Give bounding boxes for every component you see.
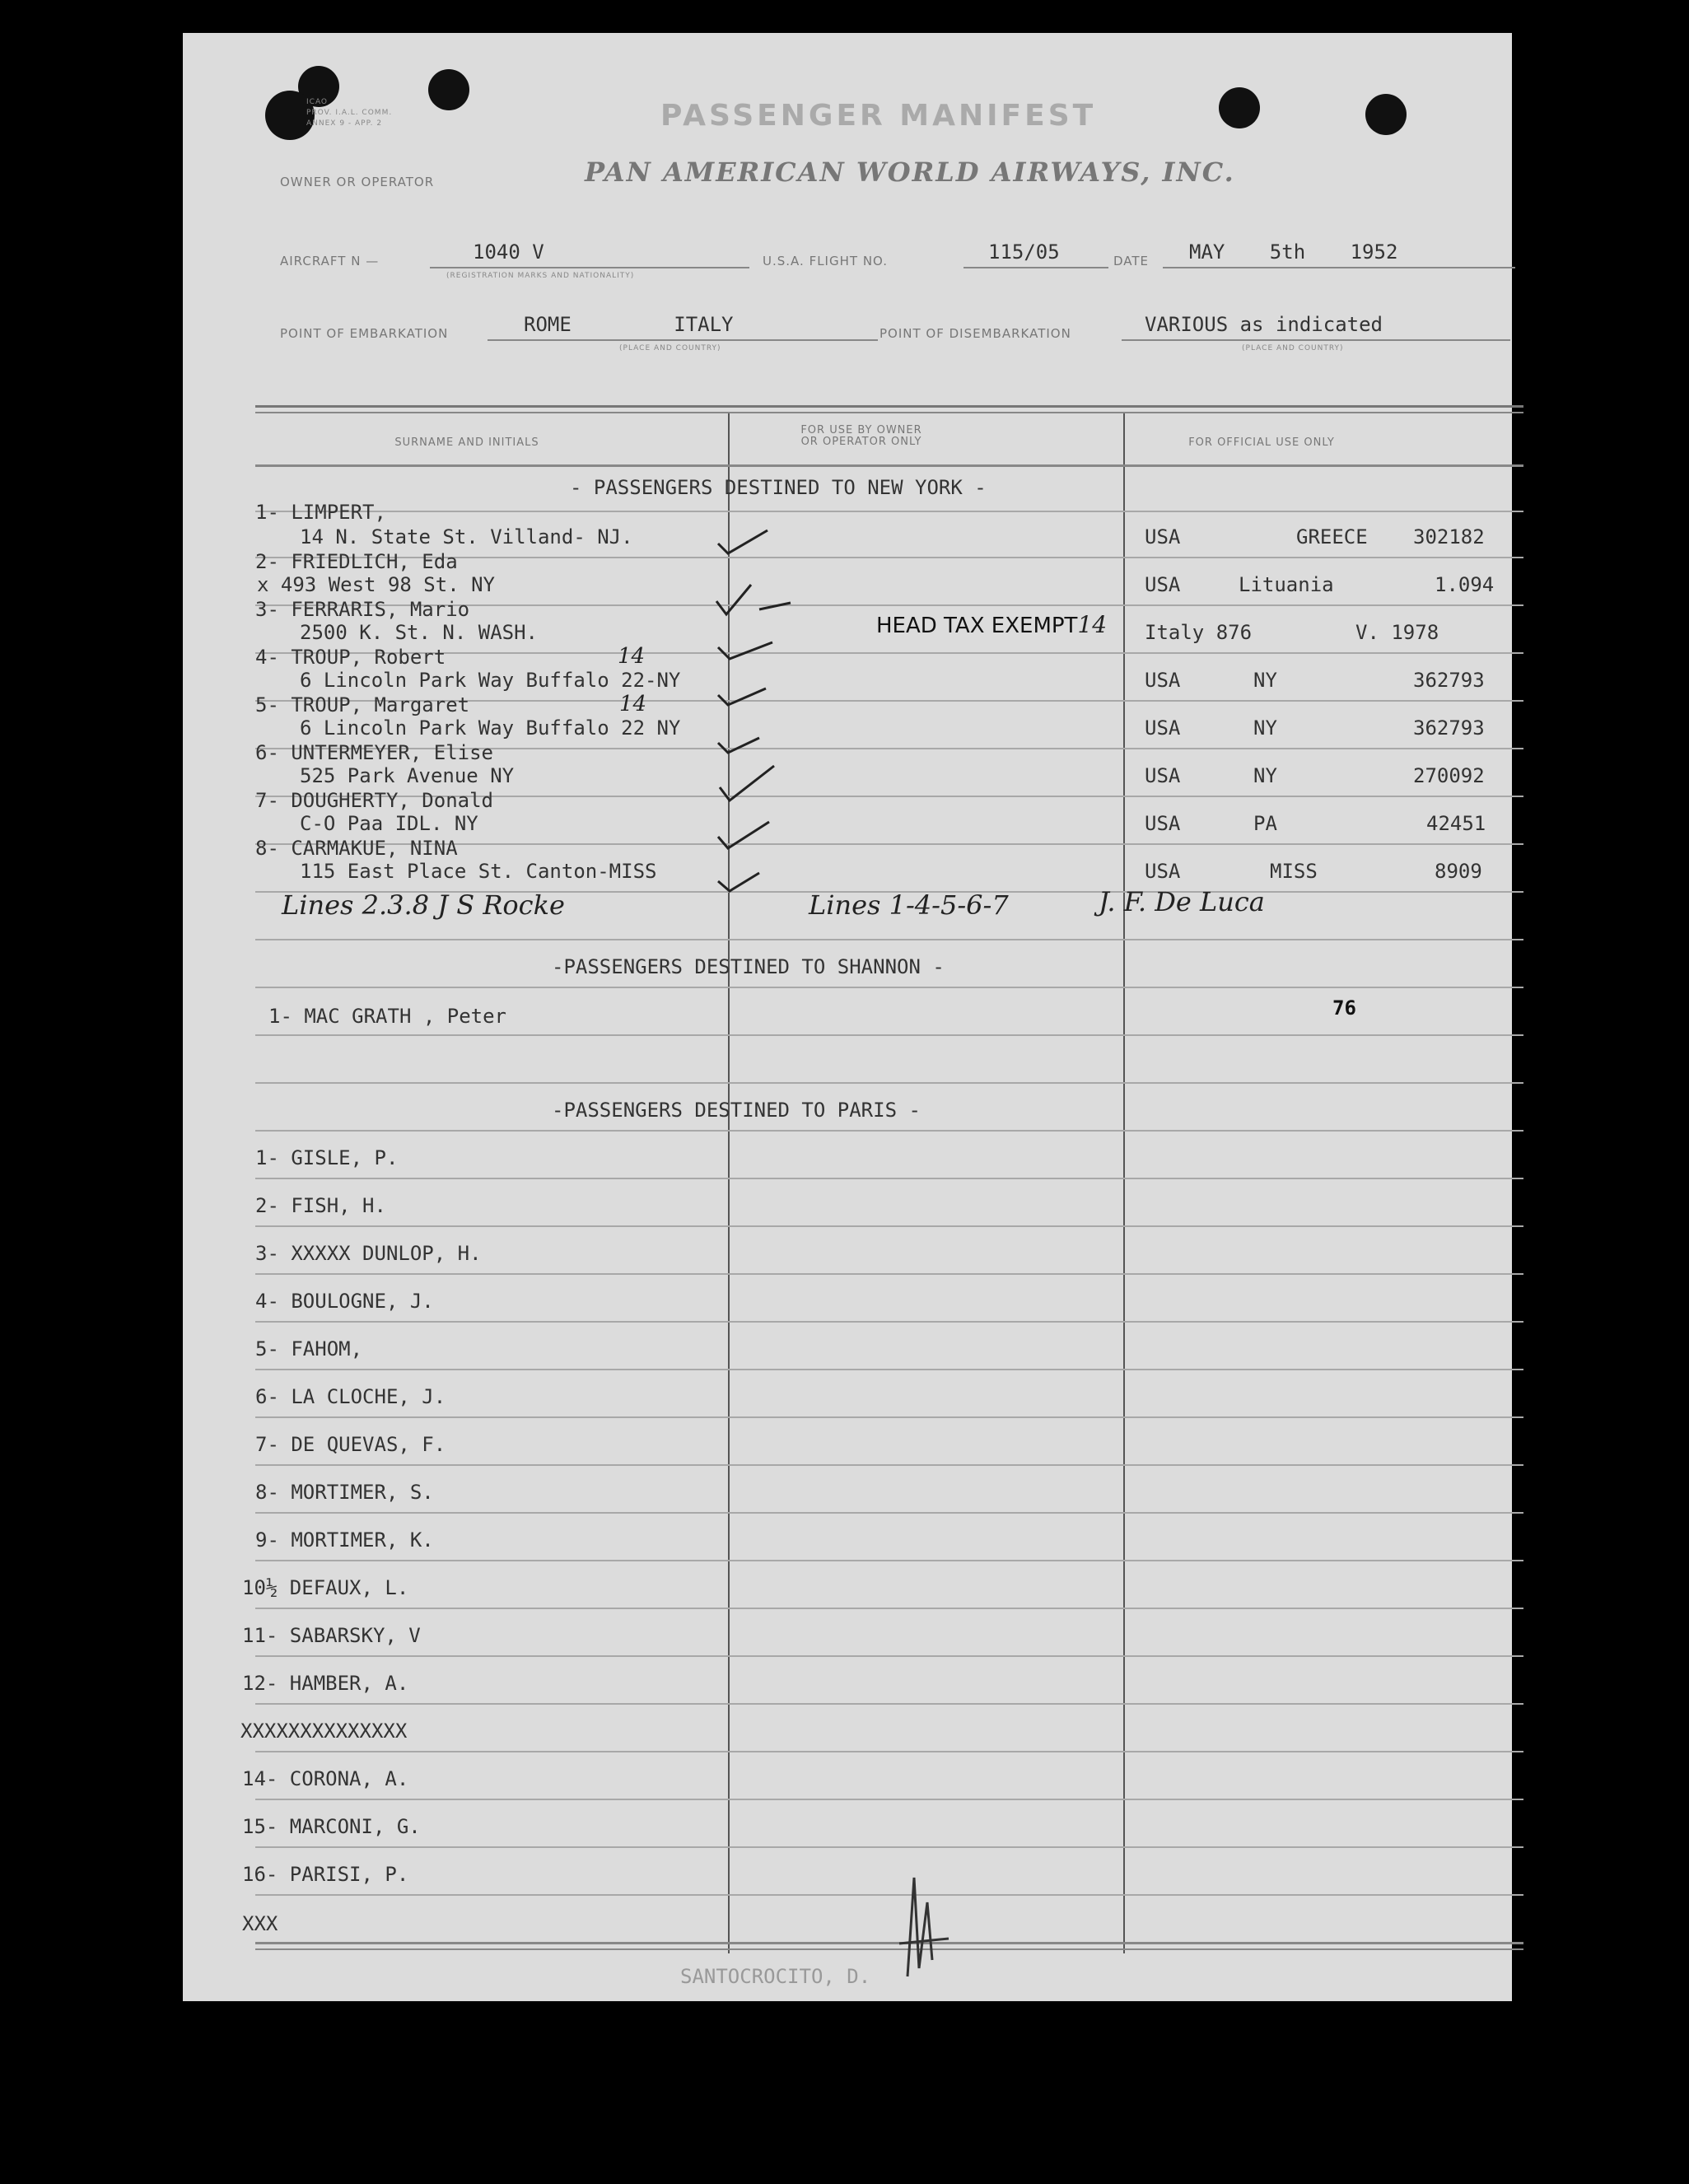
section-heading-shannon: -PASSENGERS DESTINED TO SHANNON - [552, 955, 945, 978]
form-reference [306, 97, 392, 129]
head-tax-text: HEAD TAX EXEMPT [876, 614, 1078, 638]
check-mark [718, 642, 772, 659]
shannon-count: 76 [1332, 996, 1356, 1020]
official-number: 362793 [1413, 669, 1485, 692]
passenger-name: 1- GISLE, P. [255, 1146, 399, 1169]
col-owner-use [738, 425, 985, 448]
passenger-name: 1- MAC GRATH , Peter [268, 1005, 506, 1028]
embark-value: ROME ITALY [524, 313, 734, 336]
passenger-name: 11- SABARSKY, V [242, 1624, 421, 1647]
passenger-name: 2- FISH, H. [255, 1194, 386, 1217]
place-sub: (PLACE AND COUNTRY) [1242, 344, 1344, 352]
check-mark [720, 766, 774, 800]
head-tax-exempt-stamp [876, 611, 1107, 638]
col-official: FOR OFFICIAL USE ONLY [1188, 436, 1335, 449]
passenger-name: 8- CARMAKUE, NINA [255, 837, 458, 860]
official-country: USA [1145, 669, 1181, 692]
disembark-label: POINT OF DISEMBARKATION [879, 326, 1071, 341]
handwritten-mark: 14 [619, 692, 647, 716]
passenger-name: 9- MORTIMER, K. [255, 1528, 434, 1552]
place-sub: (PLACE AND COUNTRY) [619, 344, 721, 352]
flight-value: 115/05 [988, 240, 1060, 264]
manifest-sheet [183, 33, 1512, 2001]
col-surname: SURNAME AND INITIALS [394, 436, 539, 449]
official-origin: GREECE [1296, 525, 1368, 548]
handwritten-mark: 14 [618, 644, 646, 669]
aircraft-label: AIRCRAFT N — [280, 254, 380, 268]
official-origin: MISS [1270, 860, 1318, 883]
check-mark [718, 822, 769, 848]
passenger-name: 5- FAHOM, [255, 1337, 363, 1360]
official-origin: NY [1253, 764, 1277, 787]
handwritten-signature-right: J. F. De Luca [1099, 886, 1265, 917]
check-mark [718, 873, 759, 891]
footer-name: SANTOCROCITO, D. [680, 1965, 871, 1988]
date-label: DATE [1113, 254, 1150, 268]
official-origin: NY [1253, 669, 1277, 692]
passenger-name: 6- LA CLOCHE, J. [255, 1385, 446, 1408]
official-country: Italy 876 [1145, 621, 1253, 644]
date-value: MAY 5th 1952 [1189, 240, 1398, 264]
passenger-name: 3- XXXXX DUNLOP, H. [255, 1242, 482, 1265]
flight-label: U.S.A. FLIGHT NO. [763, 254, 888, 268]
official-country: USA [1145, 860, 1181, 883]
official-number: 302182 [1413, 525, 1485, 548]
official-number: 362793 [1413, 716, 1485, 740]
passenger-address: x 493 West 98 St. NY [257, 573, 495, 596]
owner-label: OWNER OR OPERATOR [280, 175, 435, 189]
official-origin: NY [1253, 716, 1277, 740]
handwritten-lines-mid: Lines 1-4-5-6-7 [809, 889, 1009, 921]
check-mark [718, 688, 766, 705]
aircraft-value: 1040 V [473, 240, 544, 264]
passenger-name: 16- PARISI, P. [242, 1863, 409, 1886]
passenger-name-struck: XXXXXXXXXXXXXX [240, 1720, 408, 1743]
official-country: USA [1145, 764, 1181, 787]
passenger-name: 5- TROUP, Margaret [255, 693, 470, 716]
passenger-address: 6 Lincoln Park Way Buffalo 22-NY [300, 669, 681, 692]
form-reference-line: ANNEX 9 - APP. 2 [306, 119, 383, 128]
embark-label: POINT OF EMBARKATION [280, 326, 449, 341]
official-country: USA [1145, 716, 1181, 740]
official-number: 270092 [1413, 764, 1485, 787]
passenger-name: 6- UNTERMEYER, Elise [255, 741, 493, 764]
head-tax-mark: 14 [1077, 611, 1108, 638]
form-reference-line: ICAO [306, 98, 329, 106]
official-number: V. 1978 [1355, 621, 1439, 644]
col-owner-use-line: FOR USE BY OWNER [800, 424, 922, 436]
official-number: 42451 [1426, 812, 1486, 835]
passenger-name: 10½ DEFAUX, L. [242, 1576, 409, 1599]
official-country: USA [1145, 812, 1181, 835]
handwritten-lines-left: Lines 2.3.8 J S Rocke [282, 889, 565, 921]
passenger-name: 2- FRIEDLICH, Eda [255, 550, 458, 573]
check-marks [710, 494, 842, 906]
column-rule [1123, 413, 1125, 1953]
footer-initials-scribble [891, 1869, 957, 1985]
official-country: USA [1145, 525, 1181, 548]
passenger-address: C-O Paa IDL. NY [300, 812, 478, 835]
manifest-title: PASSENGER MANIFEST [660, 99, 1097, 133]
official-origin: PA [1253, 812, 1277, 835]
check-mark [716, 585, 751, 614]
punch-hole [1219, 87, 1260, 128]
form-reference-line: PROV. I.A.L. COMM. [306, 109, 393, 117]
passenger-name: 4- TROUP, Robert [255, 646, 446, 669]
check-mark [759, 603, 791, 609]
passenger-address: 14 N. State St. Villand- NJ. [300, 525, 633, 548]
passenger-address: 2500 K. St. N. WASH. [300, 621, 538, 644]
aircraft-sub: (REGISTRATION MARKS AND NATIONALITY) [446, 272, 635, 280]
airline-name: PAN AMERICAN WORLD AIRWAYS, INC. [585, 156, 1235, 188]
official-country: USA [1145, 573, 1181, 596]
passenger-name: 8- MORTIMER, S. [255, 1481, 434, 1504]
punch-hole [1365, 94, 1407, 135]
disembark-value: VARIOUS as indicated [1145, 313, 1383, 336]
passenger-address: 6 Lincoln Park Way Buffalo 22 NY [300, 716, 681, 740]
check-mark [718, 738, 759, 753]
passenger-name-struck: XXX [242, 1912, 278, 1935]
passenger-name: 4- BOULOGNE, J. [255, 1290, 434, 1313]
passenger-name: 3- FERRARIS, Mario [255, 598, 470, 621]
passenger-name: 7- DE QUEVAS, F. [255, 1433, 446, 1456]
official-origin: Lituania [1239, 573, 1334, 596]
official-number: 8909 [1435, 860, 1482, 883]
passenger-name: 1- LIMPERT, [255, 501, 386, 524]
passenger-name: 7- DOUGHERTY, Donald [255, 789, 493, 812]
passenger-name: 14- CORONA, A. [242, 1767, 409, 1790]
check-mark [718, 530, 768, 553]
passenger-name: 15- MARCONI, G. [242, 1815, 421, 1838]
passenger-address: 115 East Place St. Canton-MISS [300, 860, 657, 883]
passenger-address: 525 Park Avenue NY [300, 764, 515, 787]
punch-hole [428, 69, 469, 110]
section-heading-paris: -PASSENGERS DESTINED TO PARIS - [552, 1099, 921, 1122]
official-number: 1.094 [1435, 573, 1495, 596]
passenger-name: 12- HAMBER, A. [242, 1672, 409, 1695]
section-heading-ny: - PASSENGERS DESTINED TO NEW YORK - [570, 476, 987, 499]
col-owner-use-line: OR OPERATOR ONLY [800, 436, 922, 448]
